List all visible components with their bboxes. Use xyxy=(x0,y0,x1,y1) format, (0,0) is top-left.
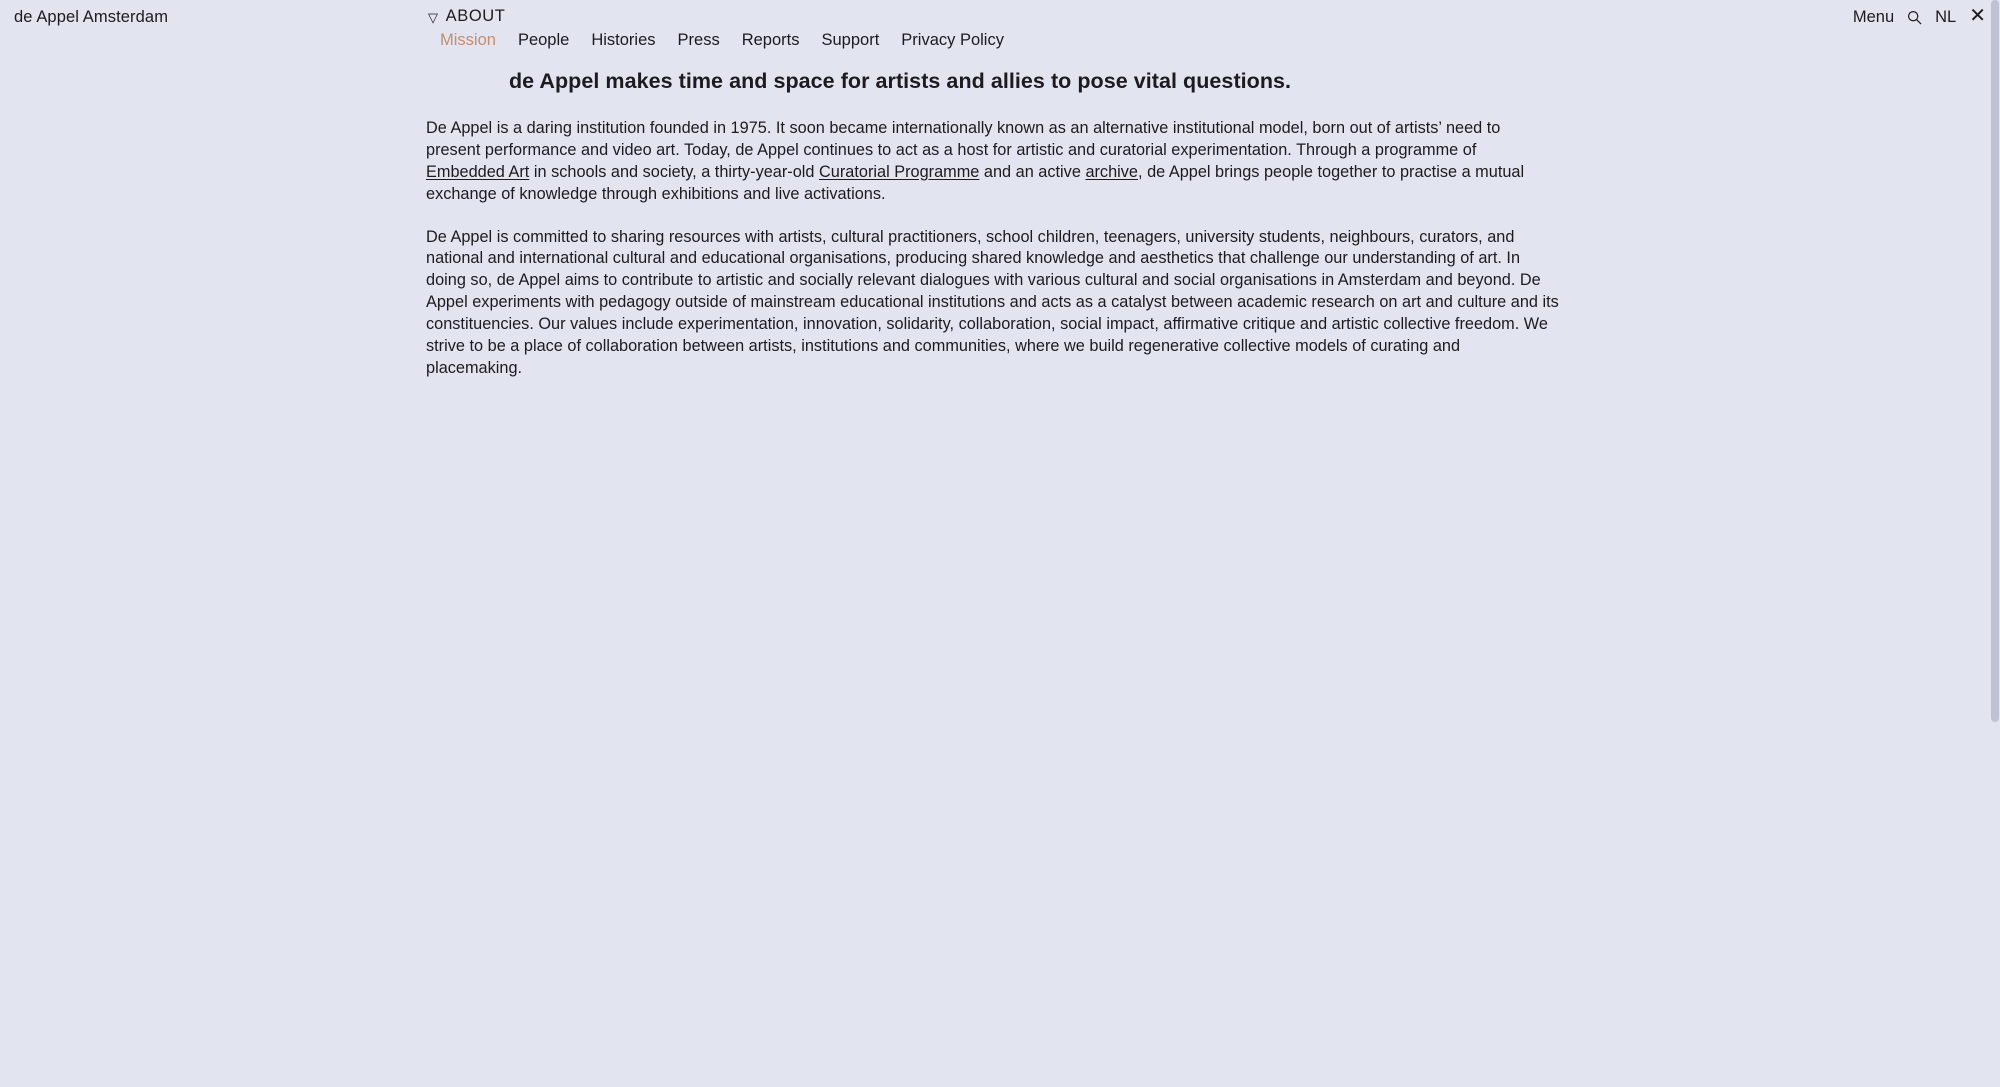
top-right-controls xyxy=(1853,7,1986,27)
paragraph-history-part3: and an active xyxy=(979,162,1086,181)
subnav-item-mission[interactable]: Mission xyxy=(440,31,496,49)
search-icon[interactable] xyxy=(1907,10,1922,25)
link-embedded-art[interactable]: Embedded Art xyxy=(426,162,530,181)
top-bar xyxy=(0,0,2000,49)
triangle-down-icon[interactable]: ▽ xyxy=(428,10,439,25)
sub-navigation xyxy=(440,31,1004,50)
subnav-item-people[interactable]: People xyxy=(517,31,570,49)
paragraph-history-part1: De Appel is a daring institution founded in 1975. It soon became internationally known as an alternative institutional model, born out of artists’ need to present performance and video art. Today, de Appel continues to act as a host for artistic and curatorial experimentation. Through a programme of xyxy=(426,118,1501,159)
page-lede: de Appel makes time and space for artists and allies to pose vital questions. xyxy=(509,69,1292,93)
menu-button[interactable]: Menu xyxy=(1852,7,1895,26)
paragraph-commitment: De Appel is committed to sharing resources with artists, cultural practitioners, school children, teenagers, university students, neighbours, curators, and national and international cultural and educational organisations, producing shared knowledge and aesthetics that challenge our understanding of art. In doing so, de Appel aims to contribute to artistic and socially relevant dialogues with various cultural and social organisations in Amsterdam and beyond. De Appel experiments with pedagogy outside of mainstream educational institutions and acts as a catalyst between academic research on art and culture and its constituencies. Our values include experimentation, innovation, solidarity, collaboration, social impact, affirmative critique and artistic collective freedom. We strive to be a place of collaboration between artists, institutions and communities, where we build regenerative collective models of curating and placemaking. xyxy=(426,227,1559,377)
subnav-item-privacy-policy[interactable]: Privacy Policy xyxy=(901,31,1004,49)
section-title: ABOUT xyxy=(445,7,506,25)
subnav-item-reports[interactable]: Reports xyxy=(741,31,800,49)
paragraph-history-part2: in schools and society, a thirty-year-old xyxy=(529,162,820,181)
scrollbar-thumb[interactable] xyxy=(1991,0,1999,722)
section-header xyxy=(428,7,505,26)
subnav-item-press[interactable]: Press xyxy=(677,31,720,49)
link-archive[interactable]: archive xyxy=(1085,162,1138,181)
paragraph-history-part4: , de Appel brings people together to practise a mutual exchange of knowledge through exhibitions and live activations. xyxy=(426,162,1525,203)
language-toggle-nl[interactable]: NL xyxy=(1935,7,1957,26)
site-brand[interactable]: de Appel Amsterdam xyxy=(14,8,169,26)
link-curatorial-programme[interactable]: Curatorial Programme xyxy=(819,162,980,181)
paragraph-history xyxy=(426,118,1559,206)
main-content xyxy=(426,68,1559,380)
subnav-item-support[interactable]: Support xyxy=(821,31,880,49)
page-scrollbar[interactable] xyxy=(1990,0,2000,1087)
close-icon[interactable]: ✕ xyxy=(1969,5,1986,27)
subnav-item-histories[interactable]: Histories xyxy=(591,31,656,49)
